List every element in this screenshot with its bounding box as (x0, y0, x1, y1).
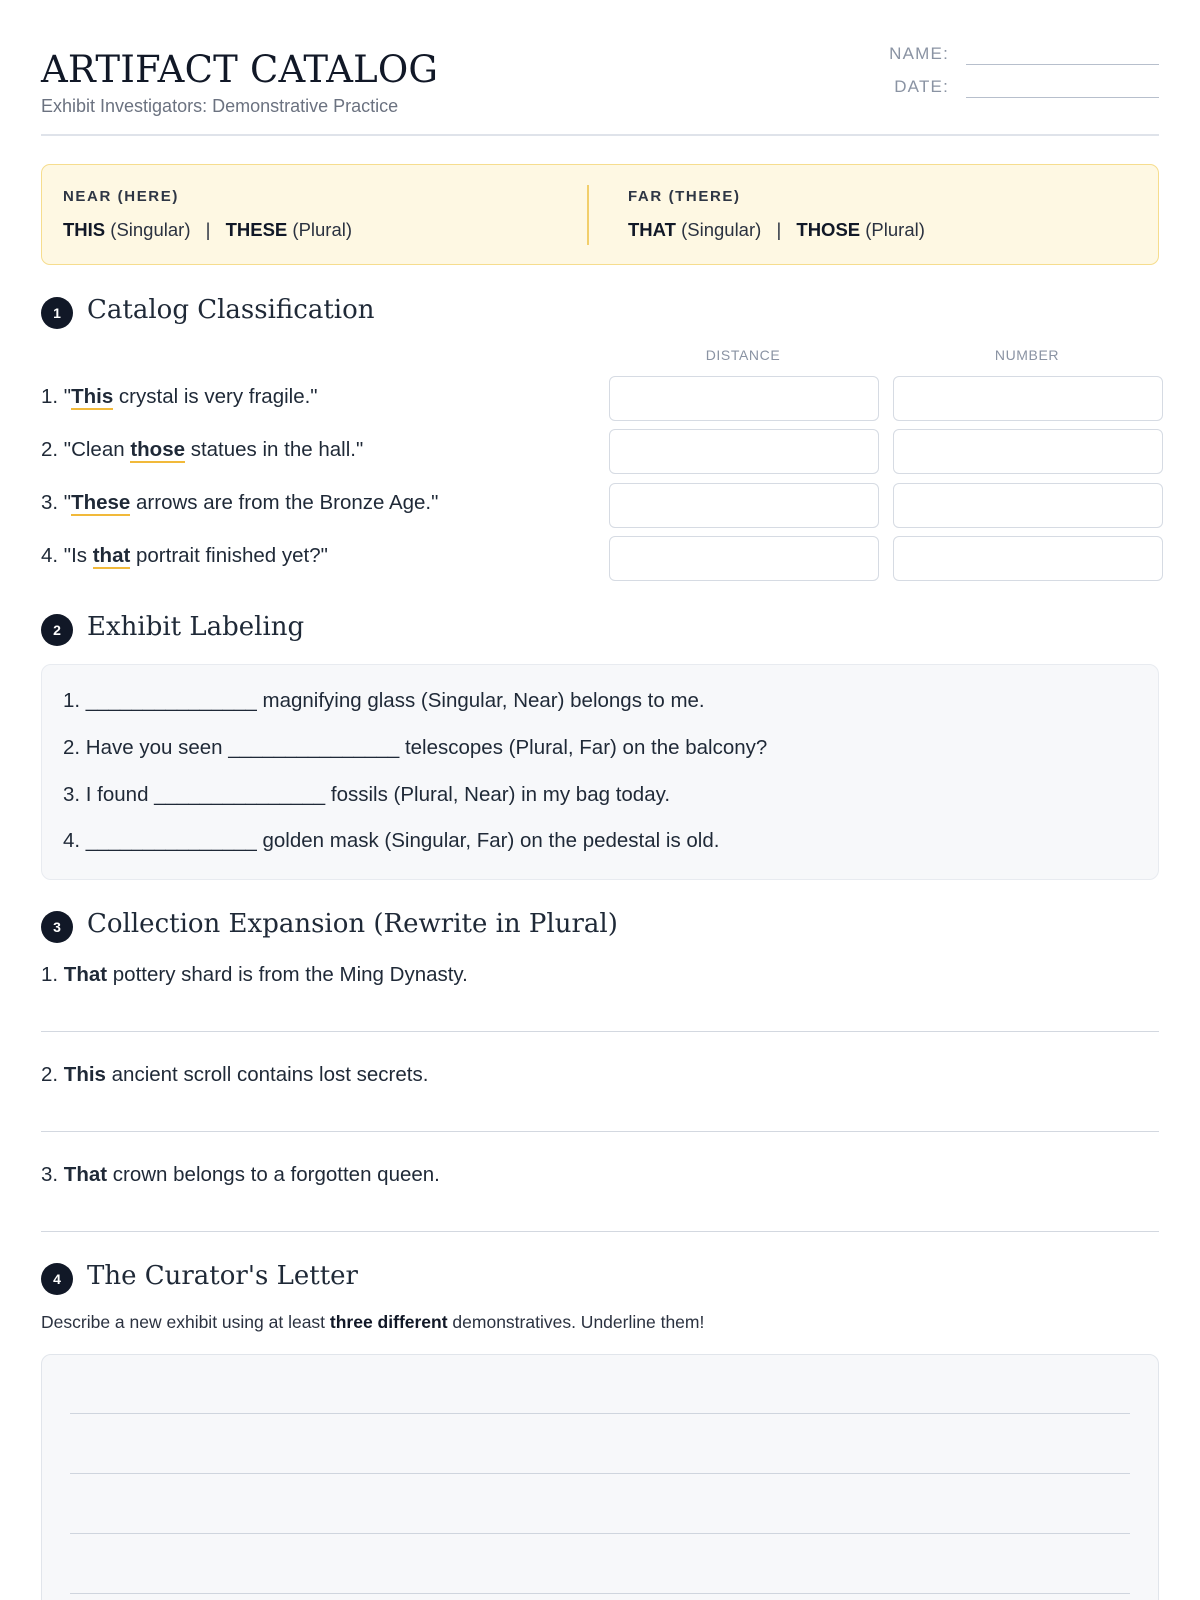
these-word: THESE (225, 219, 288, 240)
classification-question (41, 385, 318, 409)
that-word: THAT (628, 219, 676, 240)
labeling-box (41, 664, 1159, 880)
near-column (63, 165, 583, 264)
name-field[interactable] (966, 64, 1159, 65)
far-heading: FAR (THERE) (628, 188, 741, 205)
demonstrative-word: This (71, 385, 114, 408)
distance-answer-box[interactable] (609, 536, 879, 581)
those-word: THOSE (796, 219, 861, 240)
section-number-badge: 1 (41, 297, 73, 329)
question-text: 4. "Is (41, 544, 93, 567)
fill-in-item: 4. _______________ golden mask (Singular, Far) on the pedestal is old. (63, 829, 720, 852)
number-answer-box[interactable] (893, 483, 1163, 528)
question-text: statues in the hall." (185, 438, 364, 461)
question-text: 2. "Clean (41, 438, 131, 461)
classification-question (41, 491, 438, 515)
prompt-text: crown belongs to a forgotten queen. (107, 1163, 440, 1186)
rewrite-answer-line[interactable] (41, 1131, 1159, 1132)
section-title: Catalog Classification (87, 295, 375, 325)
rewrite-prompt (41, 1063, 428, 1087)
demonstrative-word: those (130, 438, 186, 461)
date-field[interactable] (966, 97, 1159, 98)
worksheet-header (41, 42, 1159, 136)
item-number: 2. (41, 1063, 64, 1086)
distance-answer-box[interactable] (609, 483, 879, 528)
instruction-text: demonstratives. Underline them! (447, 1312, 705, 1332)
section-title: Collection Expansion (Rewrite in Plural) (87, 909, 618, 939)
instruction-text: Describe a new exhibit using at least (41, 1312, 330, 1332)
writing-line (70, 1593, 1130, 1594)
question-text: crystal is very fragile." (113, 385, 318, 408)
distance-column-label: DISTANCE (705, 347, 781, 363)
number-answer-box[interactable] (893, 429, 1163, 474)
demonstrative-reference-box (41, 164, 1159, 265)
fill-in-item: 3. I found _______________ fossils (Plural, Near) in my bag today. (63, 783, 671, 806)
section-title: The Curator's Letter (87, 1261, 358, 1291)
fill-in-item: 2. Have you seen _______________ telescopes (Plural, Far) on the balcony? (63, 736, 768, 759)
number-answer-box[interactable] (893, 376, 1163, 421)
reference-divider (587, 185, 589, 245)
rewrite-answer-line[interactable] (41, 1231, 1159, 1232)
date-row (859, 75, 1159, 108)
letter-writing-box[interactable] (41, 1354, 1159, 1600)
prompt-text: ancient scroll contains lost secrets. (105, 1063, 429, 1086)
name-row (859, 42, 1159, 75)
separator: | (205, 219, 211, 240)
far-words (628, 219, 925, 241)
demonstrative-word: That (63, 1163, 108, 1186)
singular-tag: (Singular) (110, 219, 191, 240)
instruction-emphasis: three different (329, 1312, 448, 1332)
writing-line (70, 1473, 1130, 1474)
question-text: 3. " (41, 491, 72, 514)
demonstrative-word: This (63, 1063, 106, 1086)
prompt-text: pottery shard is from the Ming Dynasty. (107, 963, 468, 986)
fill-in-item: 1. _______________ magnifying glass (Singular, Near) belongs to me. (63, 689, 705, 712)
page-title: ARTIFACT CATALOG (41, 48, 439, 91)
separator: | (776, 219, 782, 240)
writing-line (70, 1413, 1130, 1414)
page-subtitle: Exhibit Investigators: Demonstrative Practice (41, 96, 399, 116)
distance-answer-box[interactable] (609, 376, 879, 421)
section-number-badge: 3 (41, 911, 73, 943)
item-number: 3. (41, 1163, 64, 1186)
near-heading: NEAR (HERE) (63, 188, 179, 205)
rewrite-prompt (41, 963, 468, 987)
number-column-label: NUMBER (994, 347, 1060, 363)
student-info (859, 42, 1159, 108)
far-column (628, 165, 1148, 264)
plural-tag: (Plural) (865, 219, 925, 240)
demonstrative-word: That (63, 963, 108, 986)
question-text: portrait finished yet?" (130, 544, 328, 567)
date-label: DATE: (894, 77, 949, 96)
name-label: NAME: (889, 44, 949, 63)
plural-tag: (Plural) (292, 219, 353, 240)
classification-question (41, 544, 328, 568)
near-words (63, 219, 352, 241)
singular-tag: (Singular) (681, 219, 762, 240)
rewrite-answer-line[interactable] (41, 1031, 1159, 1032)
distance-answer-box[interactable] (609, 429, 879, 474)
section-number-badge: 4 (41, 1263, 73, 1295)
demonstrative-word: These (71, 491, 131, 514)
question-text: 1. " (41, 385, 72, 408)
classification-question (41, 438, 363, 462)
rewrite-prompt (41, 1163, 440, 1187)
section-title: Exhibit Labeling (87, 612, 305, 642)
writing-line (70, 1533, 1130, 1534)
number-answer-box[interactable] (893, 536, 1163, 581)
item-number: 1. (41, 963, 64, 986)
demonstrative-word: that (92, 544, 131, 567)
letter-instructions (41, 1312, 704, 1333)
question-text: arrows are from the Bronze Age." (130, 491, 439, 514)
section-number-badge: 2 (41, 614, 73, 646)
this-word: THIS (63, 219, 106, 240)
